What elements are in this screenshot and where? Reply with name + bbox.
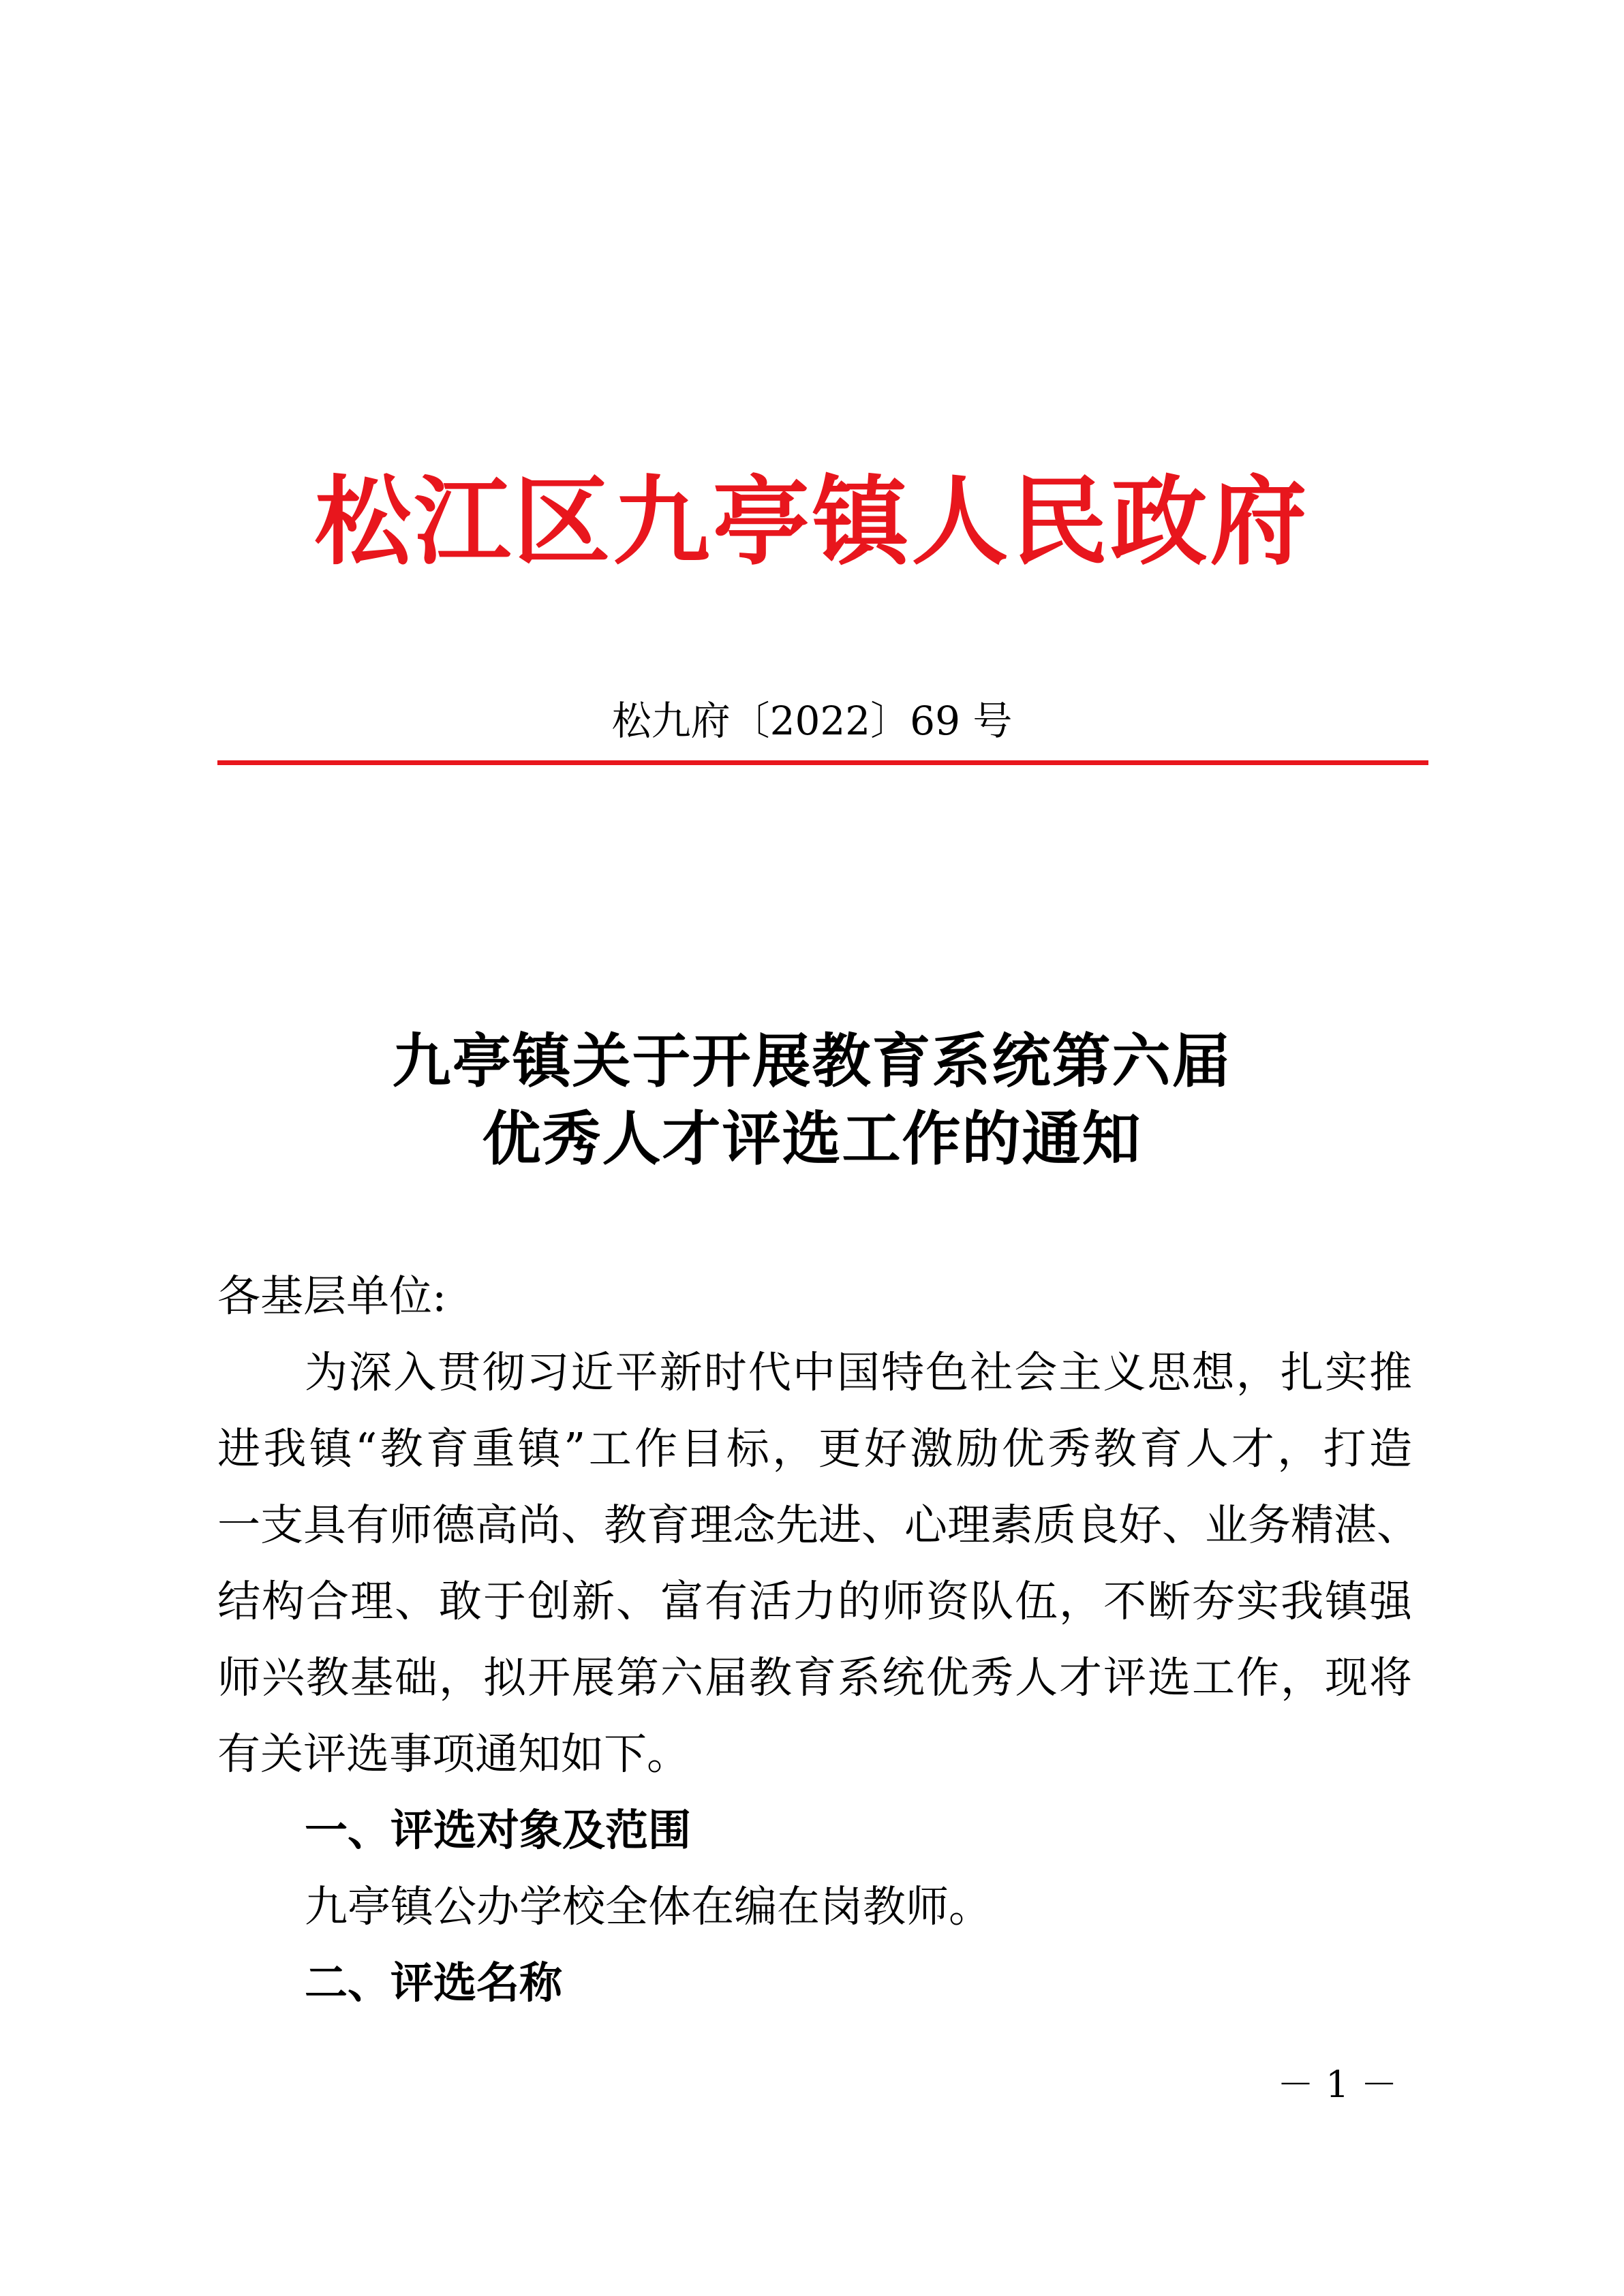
document-title-line-1: 九亭镇关于开展教育系统第六届 xyxy=(392,1027,1232,1096)
document-title-line-2: 优秀人才评选工作的通知 xyxy=(482,1104,1142,1173)
paragraph-line: 结构合理、敢于创新、富有活力的师资队伍，不断夯实我镇强 xyxy=(217,1577,1412,1626)
section-heading-2: 二、评选名称 xyxy=(305,1958,562,2008)
paragraph-line: 为深入贯彻习近平新时代中国特色社会主义思想，扎实推 xyxy=(305,1348,1412,1397)
paragraph-line: 有关评选事项通知如下。 xyxy=(217,1729,690,1779)
document-number: 松九府〔2022〕69 号 xyxy=(611,698,1013,744)
page-number: － 1 － xyxy=(1277,2063,1398,2106)
salutation: 各基层单位: xyxy=(217,1271,447,1321)
paragraph-line: 师兴教基础，拟开展第六届教育系统优秀人才评选工作，现将 xyxy=(217,1653,1412,1703)
paragraph-line: 一支具有师德高尚、教育理念先进、心理素质良好、业务精湛、 xyxy=(217,1500,1420,1550)
paragraph-line: 进我镇“教育重镇”工作目标，更好激励优秀教育人才，打造 xyxy=(217,1424,1412,1474)
red-divider-line xyxy=(217,760,1428,765)
section-text-1: 九亭镇公办学校全体在编在岗教师。 xyxy=(305,1882,992,1932)
section-heading-1: 一、评选对象及范围 xyxy=(305,1805,691,1855)
issuer-header: 松江区九亭镇人民政府 xyxy=(314,465,1310,578)
